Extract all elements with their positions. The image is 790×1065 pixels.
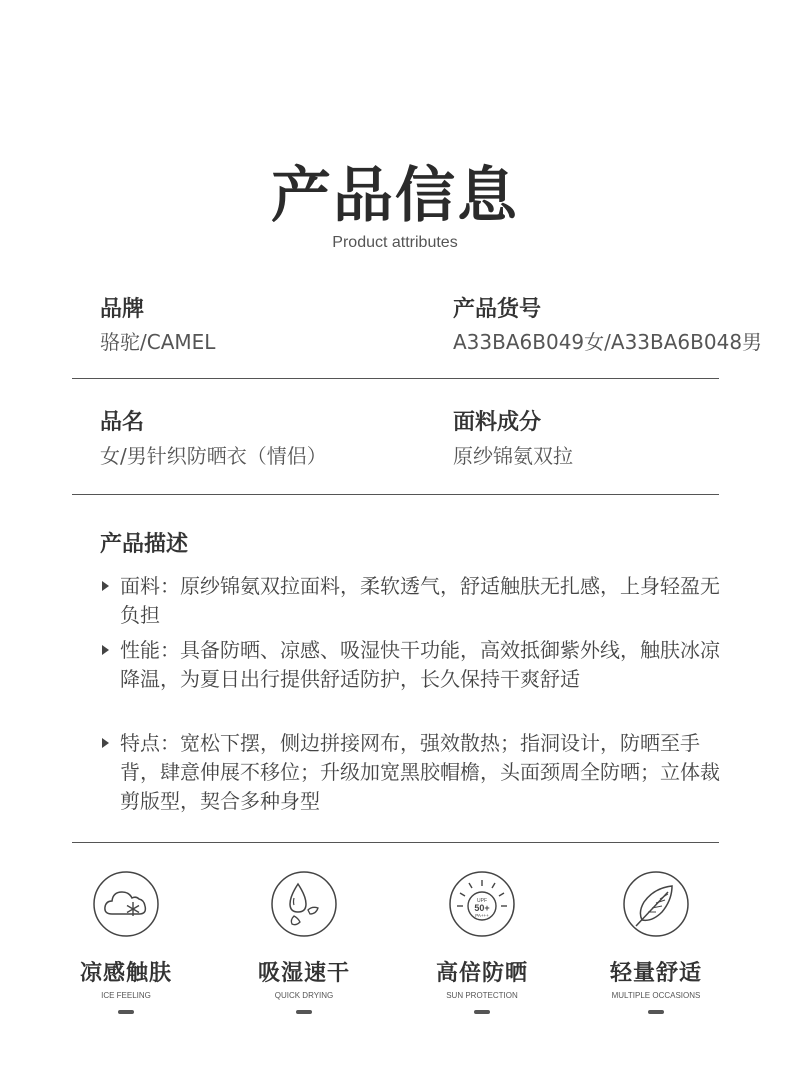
triangle-bullet-icon: [102, 581, 109, 591]
cloud-snowflake-icon: [92, 870, 160, 938]
feature-en: QUICK DRYING: [274, 991, 334, 1000]
feature-en: MULTIPLE OCCASIONS: [611, 991, 701, 1000]
upf-badge-top: UPF: [477, 898, 487, 904]
upf-badge-bot: PA+++: [475, 913, 489, 918]
page-title: 产品信息: [271, 161, 519, 231]
description-text: 性能：具备防晒、凉感、吸湿快干功能，高效抵御紫外线，触肤冰凉降温，为夏日出行提供舒适防护，长久保持干爽舒适: [120, 638, 720, 691]
feature-sun-protection: [402, 870, 562, 1014]
feature-en: SUN PROTECTION: [446, 991, 518, 1000]
feature-dash: [648, 1010, 664, 1014]
brand-value: 骆驼/CAMEL: [100, 330, 216, 354]
sun-upf-icon: [448, 870, 516, 938]
description-text: 面料：原纱锦氨双拉面料，柔软透气，舒适触肤无扎感，上身轻盈无负担: [120, 574, 720, 627]
feature-lightweight: [576, 870, 736, 1014]
fabric-value: 原纱锦氨双拉: [453, 444, 573, 468]
feature-quick-drying: [224, 870, 384, 1014]
divider: [72, 842, 719, 843]
feather-icon: [622, 870, 690, 938]
product-name-value: 女/男针织防晒衣（情侣）: [100, 444, 327, 468]
description-bullet: [100, 572, 720, 630]
feature-ice-feeling: [46, 870, 206, 1014]
description-text: 特点：宽松下摆，侧边拼接网布，强效散热；指洞设计，防晒至手背，肆意伸展不移位；升级加宽黑胶帽檐，头面颈周全防晒；立体裁剪版型，契合多种身型: [120, 731, 720, 813]
feature-en: ICE FEELING: [101, 991, 151, 1000]
fabric-label: 面料成分: [453, 410, 542, 435]
upf-badge-mid: 50+: [474, 903, 490, 913]
feature-dash: [118, 1010, 134, 1014]
feature-name: 轻量舒适: [609, 961, 702, 986]
brand-label: 品牌: [100, 297, 145, 322]
description-bullet: [100, 729, 720, 816]
divider: [72, 494, 719, 495]
product-name-label: 品名: [100, 410, 145, 435]
description-bullet: [100, 636, 720, 694]
page-subtitle: Product attributes: [332, 234, 458, 251]
feature-dash: [474, 1010, 490, 1014]
description-title: 产品描述: [100, 532, 189, 557]
feature-dash: [296, 1010, 312, 1014]
triangle-bullet-icon: [102, 645, 109, 655]
feature-name: 吸湿速干: [257, 961, 350, 986]
sku-label: 产品货号: [453, 297, 542, 322]
triangle-bullet-icon: [102, 738, 109, 748]
feature-name: 高倍防晒: [435, 961, 528, 986]
sku-value: A33BA6B049女/A33BA6B048男: [453, 330, 763, 354]
feature-name: 凉感触肤: [79, 961, 172, 986]
water-drops-icon: [270, 870, 338, 938]
divider: [72, 378, 719, 379]
